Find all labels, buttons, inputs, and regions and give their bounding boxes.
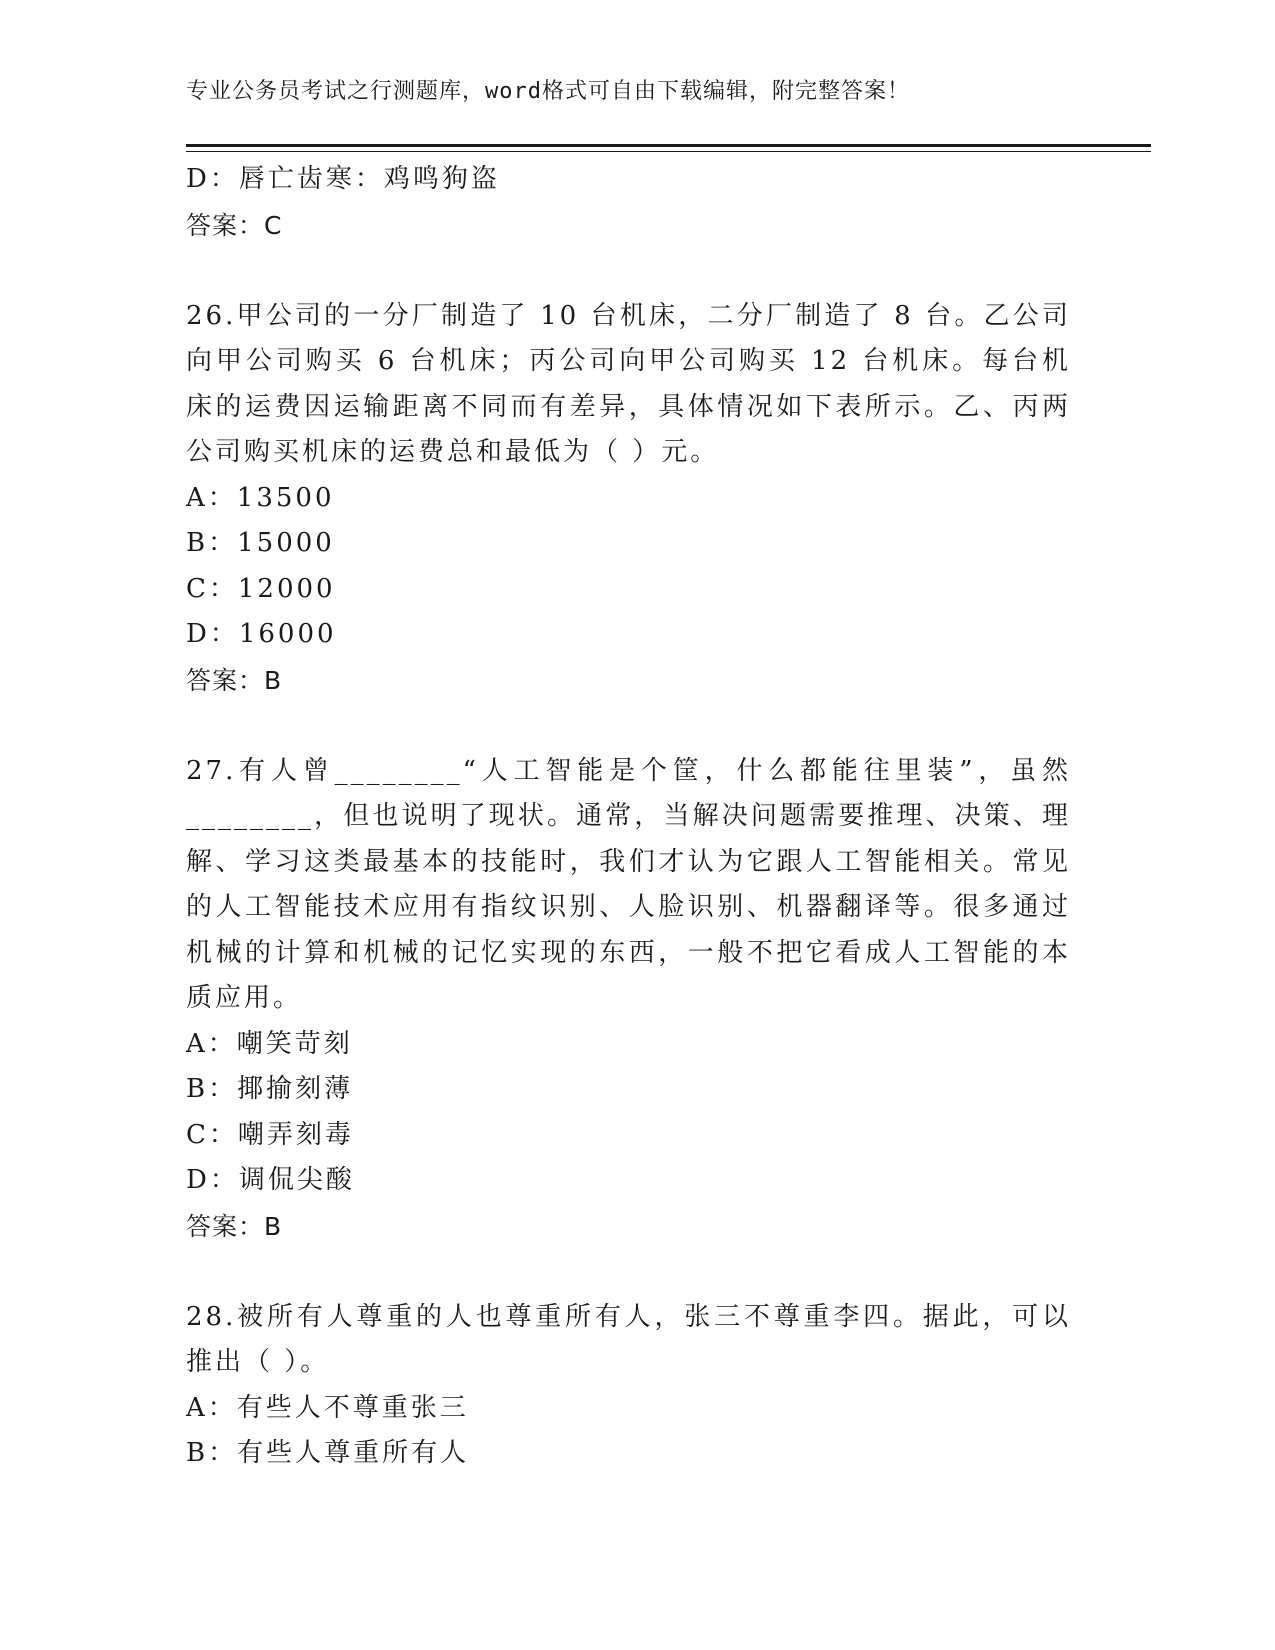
carryover-answer: 答案：C [186, 210, 283, 240]
spacer [186, 248, 1076, 294]
header-rule-thin [186, 151, 1151, 152]
option-c: C：嘲弄刻毒 [186, 1119, 354, 1150]
option-c: C：12000 [186, 573, 336, 604]
question-stem: 27.有人曾________“人工智能是个筐，什么都能往里装”，虽然________，但也说明了现状。通常，当解决问题需要推理、决策、理解、学习这类最基本的技能时，我们才认为它跟人工智能相关。常见的人工智能技术应用有指纹识别、人脸识别、机器翻译等。很多通过机械的计算和机械的记忆实现的东西，一般不把它看成人工智能的本质应用。 [186, 755, 1071, 1013]
question-28 [186, 1295, 1076, 1477]
question-26 [186, 294, 1076, 704]
question-stem: 26.甲公司的一分厂制造了 10 台机床，二分厂制造了 8 台。乙公司向甲公司购买 6 台机床；丙公司向甲公司购买 12 台机床。每台机床的运费因运输距离不同而有差异，具体情况如下表所示。乙、丙两公司购买机床的运费总和最低为（ ）元。 [186, 300, 1071, 467]
question-stem: 28.被所有人尊重的人也尊重所有人，张三不尊重李四。据此，可以推出（ ）。 [186, 1301, 1071, 1377]
spacer [186, 1249, 1076, 1295]
answer: 答案：B [186, 665, 283, 695]
carryover-option-d: D：唇亡齿寒：鸡鸣狗盗 [186, 164, 500, 194]
spacer [186, 703, 1076, 749]
answer: 答案：B [186, 1211, 283, 1241]
header-rule-thick [186, 144, 1151, 147]
option-a: A：嘲笑苛刻 [186, 1028, 353, 1059]
option-a: A：13500 [186, 482, 335, 513]
option-d: D：调侃尖酸 [186, 1165, 355, 1195]
page-header: 专业公务员考试之行测题库，word格式可自由下载编辑，附完整答案！ [186, 79, 910, 104]
option-b: B：有些人尊重所有人 [186, 1438, 470, 1468]
question-27 [186, 749, 1076, 1250]
option-a: A：有些人不尊重张三 [186, 1392, 469, 1423]
option-b: B：揶揄刻薄 [186, 1074, 354, 1104]
option-d: D：16000 [186, 619, 337, 649]
document-body [186, 157, 1076, 1477]
option-b: B：15000 [186, 528, 335, 558]
